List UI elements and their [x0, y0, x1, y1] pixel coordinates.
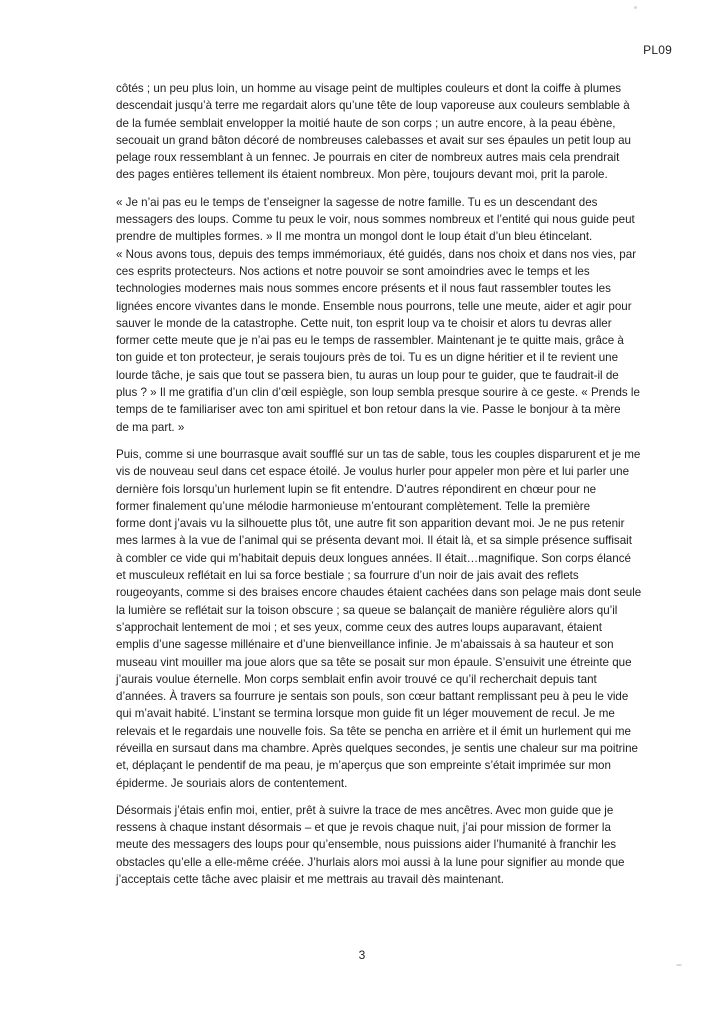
text-line: prendre de multiples formes. » Il me montra un mongol dont le loup était d’un bleu étincelant.: [116, 230, 593, 244]
text-line: j’aurais voulue éternelle. Mon corps semblait enfin avoir trouvé ce qu’il recherchait depuis tant: [116, 672, 597, 686]
text-line: obstacles qu’elle a elle-même créée. J’hurlais alors moi aussi à la lune pour signifier au monde que: [116, 855, 625, 869]
text-line: dernière fois lorsqu’un hurlement lupin se fit entendre. D’autres répondirent en chœur pour ne: [116, 482, 597, 496]
paragraph-2: [116, 194, 689, 436]
page-number: 3: [358, 948, 366, 962]
paragraph-3: [116, 446, 689, 792]
text-line: temps de te familiariser avec ton ami spirituel et bon retour dans la vie. Passe le bonjour à ta mère: [116, 403, 621, 417]
text-line: technologies modernes mais nous sommes encore présents et il nous faut rassembler toutes les: [116, 282, 611, 296]
text-line: relevais et le regardais une nouvelle fois. Sa tête se pencha en arrière et il émit un hurlement qui me: [116, 724, 631, 738]
text-line: vis de nouveau seul dans cet espace étoilé. Je voulus hurler pour appeler mon père et lui parler une: [116, 465, 630, 479]
text-line: messagers des loups. Comme tu peux le voir, nous sommes nombreux et l’entité qui nous guide peut: [116, 213, 635, 227]
text-line: lignées encore vivantes dans le monde. Ensemble nous pourrons, telle une meute, aider et agir pour: [116, 299, 632, 313]
text-line: j’acceptais cette tâche avec plaisir et me mettrais au travail dès maintenant.: [116, 873, 504, 887]
text-line: et, déplaçant le pendentif de ma peau, je m’aperçus que son empreinte s’était imprimée sur mon: [116, 759, 611, 773]
text-line: qui m’avait habité. L’instant se termina lorsque mon guide fit un léger mouvement de recul. Je me: [116, 707, 615, 721]
scan-dust-mark: [676, 964, 682, 966]
text-line: descendait jusqu’à terre me regardait alors qu’une tête de loup vaporeuse aux couleurs semblable à: [116, 99, 630, 113]
text-line: secouait un grand bâton décoré de nombreuses calebasses et avait sur ses épaules un petit loup au: [116, 133, 631, 147]
text-line: forme dont j’avais vu la silhouette plus tôt, une autre fit son apparition devant moi. Je ne pus retenir: [116, 517, 625, 531]
text-line: emplis d’une sagesse millénaire et d’une bienveillance infinie. Je m’abaissais à sa hauteur et son: [116, 638, 614, 652]
text-line: mes larmes à la vue de l’animal qui se présenta devant moi. Il était là, et sa simple présence suffisait: [116, 534, 632, 548]
text-line: Puis, comme si une bourrasque avait soufflé sur un tas de sable, tous les couples disparurent et je me: [116, 447, 641, 461]
text-line: ton guide et ton protecteur, je serais toujours près de toi. Tu es un digne héritier et il te revient une: [116, 351, 619, 365]
text-line: la lumière se reflétait sur la toison obscure ; sa queue se balançait de manière régulière alors qu’il: [116, 603, 618, 617]
header-code: PL09: [643, 43, 672, 57]
paragraph-1: [116, 80, 689, 184]
text-line: lourde tâche, je sais que tout se passera bien, tu auras un loup pour te guider, que te faudrait-il de: [116, 368, 619, 382]
text-line: museau vint mouiller ma joue alors que sa tête se posait sur mon épaule. S’ensuivit une étreinte que: [116, 655, 632, 669]
text-line: « Nous avons tous, depuis des temps immémoriaux, été guidés, dans nos choix et dans nos vies, par: [116, 247, 637, 261]
text-line: meute des messagers des loups pour qu’ensemble, nous puissions aider l’humanité à franchir les: [116, 838, 617, 852]
text-line: réveilla en sursaut dans ma chambre. Après quelques secondes, je sentis une chaleur sur ma poitrine: [116, 741, 639, 755]
text-line: former finalement qu’une mélodie harmonieuse m’entourant complètement. Telle la première: [116, 499, 591, 513]
paragraph-4: [116, 802, 689, 888]
text-line: Désormais j’étais enfin moi, entier, prêt à suivre la trace de mes ancêtres. Avec mon guide que je: [116, 803, 614, 817]
text-line: épiderme. Je souriais alors de contentement.: [116, 776, 348, 790]
text-line: d’années. À travers sa fourrure je sentais son pouls, son cœur battant remplissant peu à peu le vide: [116, 690, 629, 704]
text-line: ressens à chaque instant désormais – et que je revois chaque nuit, j’ai pour mission de former la: [116, 821, 611, 835]
text-line: former cette meute que je n’ai pas eu le temps de rassembler. Maintenant je te quitte mais, grâce à: [116, 334, 624, 348]
text-line: et musculeux reflétait en lui sa force bestiale ; sa fourrure d’un noir de jais avait des reflets: [116, 569, 579, 583]
text-line: à combler ce vide qui m’habitait depuis deux longues années. Il était…magnifique. Son corps élancé: [116, 551, 631, 565]
text-line: de ma part. »: [116, 420, 185, 434]
scan-dust-mark: [634, 6, 637, 9]
page-body: [116, 80, 689, 898]
text-line: pelage roux ressemblant à un fennec. Je pourrais en citer de nombreux autres mais cela prendrait: [116, 151, 620, 165]
text-line: de la fumée semblait envelopper la moitié haute de son corps ; un autre encore, à la peau ébène,: [116, 116, 616, 130]
text-line: ces esprits protecteurs. Nos actions et notre pouvoir se sont amoindries avec le temps et les: [116, 264, 590, 278]
text-line: des pages entières tellement ils étaient nombreux. Mon père, toujours devant moi, prit la parole.: [116, 168, 608, 182]
text-line: rougeoyants, comme si des braises encore chaudes étaient cachées dans son pelage mais dont seule: [116, 586, 642, 600]
text-line: sauver le monde de la catastrophe. Cette nuit, ton esprit loup va te choisir et alors tu devras aller: [116, 316, 612, 330]
text-line: « Je n’ai pas eu le temps de t’enseigner la sagesse de notre famille. Tu es un descendant des: [116, 195, 598, 209]
text-line: côtés ; un peu plus loin, un homme au visage peint de multiples couleurs et dont la coiffe à plumes: [116, 82, 622, 95]
text-line: s’approchait lentement de moi ; et ses yeux, comme ceux des autres loups auparavant, étaient: [116, 620, 602, 634]
text-line: plus ? » Il me gratifia d’un clin d’œil espiègle, son loup sembla presque sourire à ce geste. « Prends le: [116, 386, 640, 400]
